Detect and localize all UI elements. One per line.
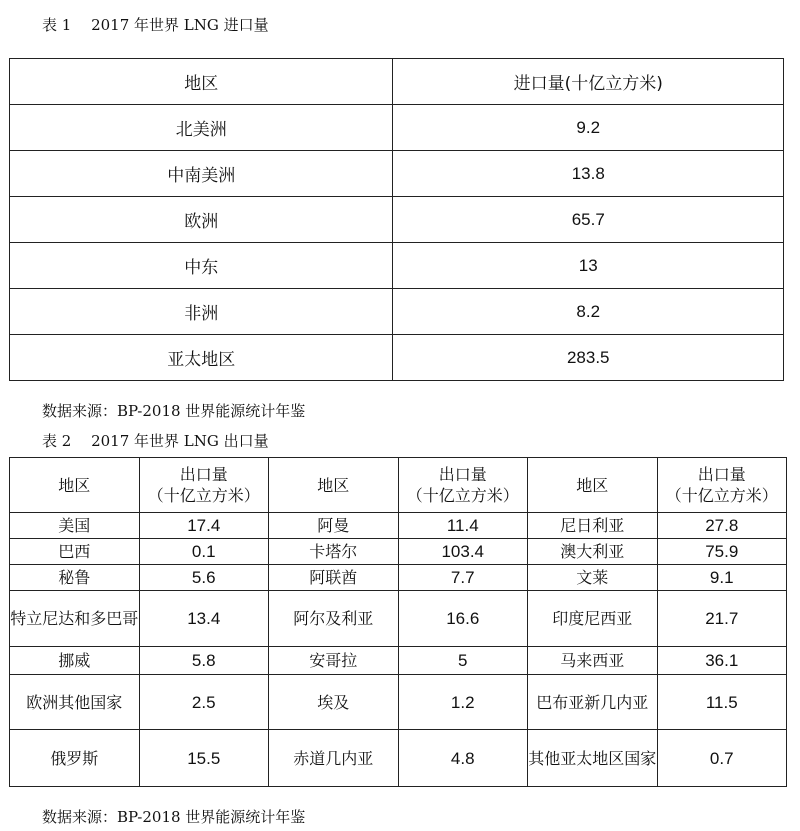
value-cell: 17.4: [139, 513, 269, 539]
region-cell: 中东: [10, 243, 393, 289]
country-cell: 印度尼西亚: [528, 591, 658, 647]
country-cell: 欧洲其他国家: [10, 675, 140, 730]
value-cell: 9.1: [657, 565, 787, 591]
country-cell: 马来西亚: [528, 647, 658, 675]
country-cell: 巴西: [10, 539, 140, 565]
country-cell: 安哥拉: [269, 647, 399, 675]
value-cell: 36.1: [657, 647, 787, 675]
table-row: [10, 675, 787, 730]
value-cell: 0.7: [657, 730, 787, 787]
region-cell: 亚太地区: [10, 335, 393, 381]
value-cell: 1.2: [398, 675, 528, 730]
country-cell: 澳大利亚: [528, 539, 658, 565]
header-region: 地区: [10, 458, 140, 513]
table-row: [10, 197, 784, 243]
table2-source-note: 数据来源：BP-2018 世界能源统计年鉴: [42, 808, 306, 826]
table-row: [10, 243, 784, 289]
header-export-line2: （十亿立方米）: [147, 486, 260, 505]
country-cell: 其他亚太地区国家: [528, 730, 658, 787]
header-export-line1: 出口量: [697, 465, 746, 484]
table-row: [10, 647, 787, 675]
header-export-line2: （十亿立方米）: [406, 486, 519, 505]
value-cell: 4.8: [398, 730, 528, 787]
value-cell: 7.7: [398, 565, 528, 591]
value-cell: 21.7: [657, 591, 787, 647]
value-cell: 283.5: [393, 335, 784, 381]
country-cell: 秘鲁: [10, 565, 140, 591]
table1-source-note: 数据来源：BP-2018 世界能源统计年鉴: [42, 402, 306, 420]
header-export-volume: [139, 458, 269, 513]
country-cell: 阿尔及利亚: [269, 591, 399, 647]
table-row: [10, 539, 787, 565]
country-cell: 俄罗斯: [10, 730, 140, 787]
table-row: [10, 151, 784, 197]
header-export-line1: 出口量: [438, 465, 487, 484]
value-cell: 13: [393, 243, 784, 289]
region-cell: 北美洲: [10, 105, 393, 151]
country-cell: 特立尼达和多巴哥: [10, 591, 140, 647]
value-cell: 5.6: [139, 565, 269, 591]
table1-caption: 表 1 2017 年世界 LNG 进口量: [42, 16, 269, 34]
table-row: [10, 565, 787, 591]
export-table: [9, 457, 787, 787]
header-import-volume: 进口量(十亿立方米): [393, 59, 784, 105]
country-cell: 卡塔尔: [269, 539, 399, 565]
country-cell: 尼日利亚: [528, 513, 658, 539]
value-cell: 5: [398, 647, 528, 675]
value-cell: 13.4: [139, 591, 269, 647]
table-row: [10, 105, 784, 151]
table2-caption: 表 2 2017 年世界 LNG 出口量: [42, 432, 269, 450]
value-cell: 13.8: [393, 151, 784, 197]
country-cell: 挪威: [10, 647, 140, 675]
country-cell: 阿曼: [269, 513, 399, 539]
value-cell: 16.6: [398, 591, 528, 647]
table-row: [10, 335, 784, 381]
value-cell: 75.9: [657, 539, 787, 565]
region-cell: 非洲: [10, 289, 393, 335]
value-cell: 65.7: [393, 197, 784, 243]
country-cell: 巴布亚新几内亚: [528, 675, 658, 730]
value-cell: 11.4: [398, 513, 528, 539]
table-row: [10, 289, 784, 335]
value-cell: 103.4: [398, 539, 528, 565]
header-export-line1: 出口量: [179, 465, 228, 484]
region-cell: 中南美洲: [10, 151, 393, 197]
table-row: [10, 591, 787, 647]
header-export-line2: （十亿立方米）: [665, 486, 778, 505]
country-cell: 文莱: [528, 565, 658, 591]
header-region: 地区: [10, 59, 393, 105]
value-cell: 15.5: [139, 730, 269, 787]
country-cell: 阿联酋: [269, 565, 399, 591]
header-region: 地区: [528, 458, 658, 513]
country-cell: 埃及: [269, 675, 399, 730]
region-cell: 欧洲: [10, 197, 393, 243]
header-export-volume: [398, 458, 528, 513]
header-region: 地区: [269, 458, 399, 513]
country-cell: 美国: [10, 513, 140, 539]
table-row: [10, 513, 787, 539]
value-cell: 0.1: [139, 539, 269, 565]
table-header-row: [10, 458, 787, 513]
value-cell: 8.2: [393, 289, 784, 335]
value-cell: 27.8: [657, 513, 787, 539]
value-cell: 9.2: [393, 105, 784, 151]
header-export-volume: [657, 458, 787, 513]
value-cell: 2.5: [139, 675, 269, 730]
table-header-row: [10, 59, 784, 105]
value-cell: 5.8: [139, 647, 269, 675]
value-cell: 11.5: [657, 675, 787, 730]
country-cell: 赤道几内亚: [269, 730, 399, 787]
import-table: [9, 58, 784, 381]
table-row: [10, 730, 787, 787]
